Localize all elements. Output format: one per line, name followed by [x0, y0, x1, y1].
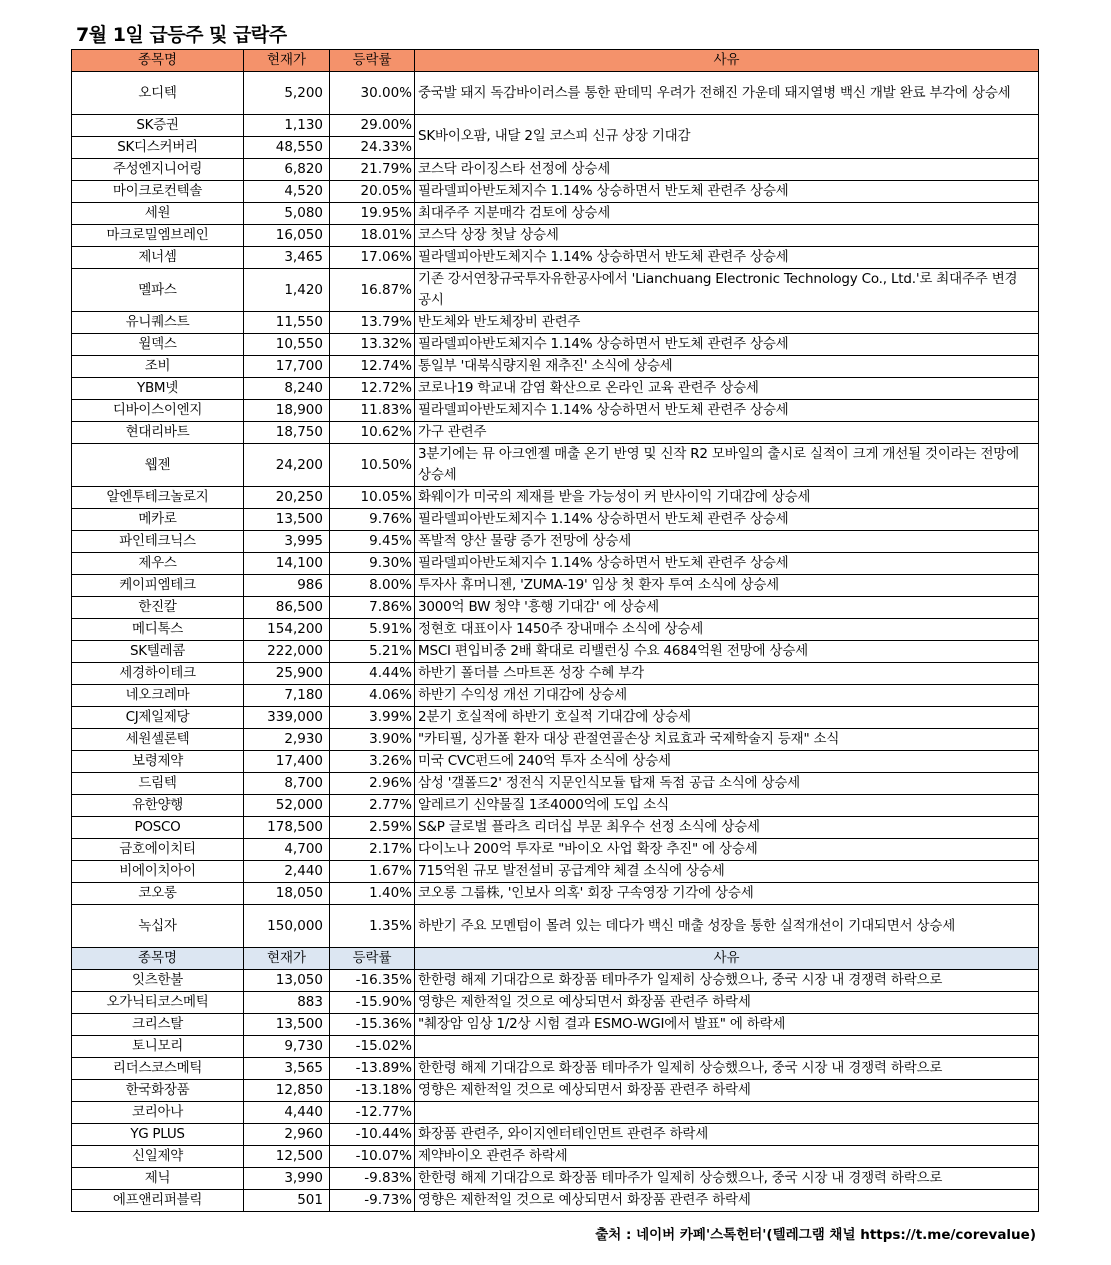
stock-name: 코오롱 — [72, 883, 244, 905]
stock-reason: 필라델피아반도체지수 1.14% 상승하면서 반도체 관련주 상승세 — [415, 334, 1039, 356]
stock-name: 메카로 — [72, 509, 244, 531]
stock-reason: 제약바이오 관련주 하락세 — [415, 1146, 1039, 1168]
gainer-row — [72, 905, 1039, 948]
stock-price: 48,550 — [244, 137, 330, 159]
stock-price: 3,565 — [244, 1058, 330, 1080]
stock-price: 14,100 — [244, 553, 330, 575]
stock-reason: "카티필, 싱가폴 환자 대상 관절연골손상 치료효과 국제학술지 등재" 소식 — [415, 729, 1039, 751]
gainer-row — [72, 181, 1039, 203]
stock-name: 멜파스 — [72, 269, 244, 312]
stock-table — [71, 49, 1039, 1212]
gainer-row — [72, 553, 1039, 575]
gainer-row — [72, 575, 1039, 597]
stock-price: 17,700 — [244, 356, 330, 378]
header-name: 종목명 — [72, 948, 244, 970]
stock-name: 제너셈 — [72, 247, 244, 269]
stock-rate: -13.89% — [330, 1058, 415, 1080]
gainer-row — [72, 641, 1039, 663]
header-rate: 등락률 — [330, 50, 415, 72]
stock-price: 6,820 — [244, 159, 330, 181]
stock-name: 메디톡스 — [72, 619, 244, 641]
stock-name: 리더스코스메틱 — [72, 1058, 244, 1080]
stock-rate: -9.83% — [330, 1168, 415, 1190]
stock-name: 금호에이치티 — [72, 839, 244, 861]
gainer-row — [72, 707, 1039, 729]
source-footer: 출처 : 네이버 카페'스톡헌터'(텔레그램 채널 https://t.me/corevalue) — [595, 1227, 1036, 1243]
gainer-row — [72, 72, 1039, 115]
stock-price: 883 — [244, 992, 330, 1014]
stock-name: 제닉 — [72, 1168, 244, 1190]
stock-rate: -15.02% — [330, 1036, 415, 1058]
stock-rate: -10.07% — [330, 1146, 415, 1168]
loser-row — [72, 1124, 1039, 1146]
stock-name: 디바이스이엔지 — [72, 400, 244, 422]
stock-reason: 한한령 해제 기대감으로 화장품 테마주가 일제히 상승했으나, 중국 시장 내 경쟁력 하락으로 — [415, 970, 1039, 992]
stock-rate: 29.00% — [330, 115, 415, 137]
gainer-row — [72, 597, 1039, 619]
stock-price: 3,990 — [244, 1168, 330, 1190]
gainer-row — [72, 487, 1039, 509]
stock-reason: 한한령 해제 기대감으로 화장품 테마주가 일제히 상승했으나, 중국 시장 내 경쟁력 하락으로 — [415, 1058, 1039, 1080]
stock-rate: 12.72% — [330, 378, 415, 400]
stock-price: 3,995 — [244, 531, 330, 553]
stock-name: SK증권 — [72, 115, 244, 137]
stock-rate: 2.59% — [330, 817, 415, 839]
loser-row — [72, 1014, 1039, 1036]
gainer-row — [72, 356, 1039, 378]
loser-row — [72, 1036, 1039, 1058]
stock-rate: 1.35% — [330, 905, 415, 948]
stock-rate: 9.30% — [330, 553, 415, 575]
stock-price: 9,730 — [244, 1036, 330, 1058]
stock-reason: 3000억 BW 청약 '흥행 기대감' 에 상승세 — [415, 597, 1039, 619]
gainer-row — [72, 509, 1039, 531]
gainer-row — [72, 203, 1039, 225]
stock-price: 2,440 — [244, 861, 330, 883]
stock-name: 윌덱스 — [72, 334, 244, 356]
stock-price: 501 — [244, 1190, 330, 1212]
stock-rate: 2.17% — [330, 839, 415, 861]
gainer-row — [72, 247, 1039, 269]
stock-name: 마이크로컨텍솔 — [72, 181, 244, 203]
stock-name: 녹십자 — [72, 905, 244, 948]
stock-reason: 화장품 관련주, 와이지엔터테인먼트 관련주 하락세 — [415, 1124, 1039, 1146]
stock-name: 유한양행 — [72, 795, 244, 817]
gainer-row — [72, 269, 1039, 312]
stock-price: 16,050 — [244, 225, 330, 247]
stock-name: 주성엔지니어링 — [72, 159, 244, 181]
stock-price: 25,900 — [244, 663, 330, 685]
gainer-row — [72, 312, 1039, 334]
stock-reason: 투자사 휴머니젠, 'ZUMA-19' 임상 첫 환자 투여 소식에 상승세 — [415, 575, 1039, 597]
stock-name: YBM넷 — [72, 378, 244, 400]
stock-rate: 3.26% — [330, 751, 415, 773]
gainer-row — [72, 729, 1039, 751]
stock-reason: MSCI 편입비중 2배 확대로 리밸런싱 수요 4684억원 전망에 상승세 — [415, 641, 1039, 663]
header-rate: 등락률 — [330, 948, 415, 970]
stock-name: 세원 — [72, 203, 244, 225]
stock-price: 13,500 — [244, 1014, 330, 1036]
stock-rate: 10.62% — [330, 422, 415, 444]
stock-name: 마크로밀엠브레인 — [72, 225, 244, 247]
stock-rate: 30.00% — [330, 72, 415, 115]
stock-reason: 가구 관련주 — [415, 422, 1039, 444]
gainer-row — [72, 378, 1039, 400]
stock-price: 339,000 — [244, 707, 330, 729]
stock-rate: 7.86% — [330, 597, 415, 619]
stock-reason: 필라델피아반도체지수 1.14% 상승하면서 반도체 관련주 상승세 — [415, 400, 1039, 422]
stock-name: 토니모리 — [72, 1036, 244, 1058]
stock-rate: 3.99% — [330, 707, 415, 729]
stock-price: 10,550 — [244, 334, 330, 356]
stock-price: 7,180 — [244, 685, 330, 707]
header-reason: 사유 — [415, 948, 1039, 970]
gainer-row — [72, 531, 1039, 553]
stock-rate: 3.90% — [330, 729, 415, 751]
stock-rate: 13.32% — [330, 334, 415, 356]
stock-name: 제우스 — [72, 553, 244, 575]
gainer-row — [72, 334, 1039, 356]
stock-reason: 폭발적 양산 물량 증가 전망에 상승세 — [415, 531, 1039, 553]
loser-row — [72, 1058, 1039, 1080]
stock-rate: 21.79% — [330, 159, 415, 181]
stock-rate: 1.40% — [330, 883, 415, 905]
stock-name: 크리스탈 — [72, 1014, 244, 1036]
stock-rate: 9.45% — [330, 531, 415, 553]
stock-reason: 다이노나 200억 투자로 "바이오 사업 확장 추진" 에 상승세 — [415, 839, 1039, 861]
stock-name: 파인테크닉스 — [72, 531, 244, 553]
gainers-header-row — [72, 50, 1039, 72]
stock-reason: 미국 CVC펀드에 240억 투자 소식에 상승세 — [415, 751, 1039, 773]
header-name: 종목명 — [72, 50, 244, 72]
stock-reason: 필라델피아반도체지수 1.14% 상승하면서 반도체 관련주 상승세 — [415, 247, 1039, 269]
stock-price: 18,900 — [244, 400, 330, 422]
stock-reason: 최대주주 지분매각 검토에 상승세 — [415, 203, 1039, 225]
gainer-row — [72, 225, 1039, 247]
gainer-row — [72, 663, 1039, 685]
header-reason: 사유 — [415, 50, 1039, 72]
stock-reason: 필라델피아반도체지수 1.14% 상승하면서 반도체 관련주 상승세 — [415, 553, 1039, 575]
stock-price: 8,240 — [244, 378, 330, 400]
gainer-row — [72, 795, 1039, 817]
stock-price: 222,000 — [244, 641, 330, 663]
stock-reason: 알레르기 신약물질 1조4000억에 도입 소식 — [415, 795, 1039, 817]
stock-reason: 필라델피아반도체지수 1.14% 상승하면서 반도체 관련주 상승세 — [415, 509, 1039, 531]
stock-reason: 영향은 제한적일 것으로 예상되면서 화장품 관련주 하락세 — [415, 1190, 1039, 1212]
stock-reason: 필라델피아반도체지수 1.14% 상승하면서 반도체 관련주 상승세 — [415, 181, 1039, 203]
stock-price: 2,960 — [244, 1124, 330, 1146]
stock-price: 8,700 — [244, 773, 330, 795]
stock-reason: 코로나19 학교내 감염 확산으로 온라인 교육 관련주 상승세 — [415, 378, 1039, 400]
stock-reason: 삼성 '갤폴드2' 정전식 지문인식모듈 탑재 독점 공급 소식에 상승세 — [415, 773, 1039, 795]
gainer-row — [72, 861, 1039, 883]
stock-rate: 5.91% — [330, 619, 415, 641]
losers-header-row — [72, 948, 1039, 970]
gainer-row — [72, 751, 1039, 773]
stock-price: 24,200 — [244, 444, 330, 487]
stock-price: 52,000 — [244, 795, 330, 817]
stock-rate: 4.44% — [330, 663, 415, 685]
stock-name: 한진칼 — [72, 597, 244, 619]
stock-rate: 2.96% — [330, 773, 415, 795]
stock-price: 20,250 — [244, 487, 330, 509]
gainer-row — [72, 422, 1039, 444]
stock-table-body — [72, 72, 1039, 1212]
stock-name: 현대리바트 — [72, 422, 244, 444]
stock-reason — [415, 1102, 1039, 1124]
stock-reason: 화웨이가 미국의 제재를 받을 가능성이 커 반사이익 기대감에 상승세 — [415, 487, 1039, 509]
stock-rate: 8.00% — [330, 575, 415, 597]
stock-rate: -12.77% — [330, 1102, 415, 1124]
stock-rate: -13.18% — [330, 1080, 415, 1102]
stock-rate: 5.21% — [330, 641, 415, 663]
stock-reason: 정현호 대표이사 1450주 장내매수 소식에 상승세 — [415, 619, 1039, 641]
stock-reason: 한한령 해제 기대감으로 화장품 테마주가 일제히 상승했으나, 중국 시장 내 경쟁력 하락으로 — [415, 1168, 1039, 1190]
stock-name: 드림텍 — [72, 773, 244, 795]
stock-price: 13,050 — [244, 970, 330, 992]
stock-name: 유니퀘스트 — [72, 312, 244, 334]
gainer-row — [72, 773, 1039, 795]
stock-name: 네오크레마 — [72, 685, 244, 707]
stock-price: 4,520 — [244, 181, 330, 203]
stock-reason: 코오롱 그룹株, '인보사 의혹' 회장 구속영장 기각에 상승세 — [415, 883, 1039, 905]
stock-reason: S&P 글로벌 플라츠 리더십 부문 최우수 선정 소식에 상승세 — [415, 817, 1039, 839]
stock-price: 1,420 — [244, 269, 330, 312]
stock-name: 에프앤리퍼블릭 — [72, 1190, 244, 1212]
gainer-row — [72, 817, 1039, 839]
stock-name: 신일제약 — [72, 1146, 244, 1168]
loser-row — [72, 1168, 1039, 1190]
stock-price: 12,500 — [244, 1146, 330, 1168]
stock-rate: 1.67% — [330, 861, 415, 883]
stock-name: 오디텍 — [72, 72, 244, 115]
stock-reason — [415, 1036, 1039, 1058]
stock-price: 5,080 — [244, 203, 330, 225]
stock-rate: 12.74% — [330, 356, 415, 378]
stock-price: 4,440 — [244, 1102, 330, 1124]
gainer-row — [72, 619, 1039, 641]
stock-reason: 2분기 호실적에 하반기 호실적 기대감에 상승세 — [415, 707, 1039, 729]
loser-row — [72, 992, 1039, 1014]
stock-rate: 2.77% — [330, 795, 415, 817]
stock-name: 케이피엠테크 — [72, 575, 244, 597]
gainer-row — [72, 400, 1039, 422]
stock-rate: -15.36% — [330, 1014, 415, 1036]
stock-price: 86,500 — [244, 597, 330, 619]
stock-reason: SK바이오팜, 내달 2일 코스피 신규 상장 기대감 — [415, 115, 1039, 159]
stock-name: SK텔레콤 — [72, 641, 244, 663]
stock-rate: 19.95% — [330, 203, 415, 225]
stock-price: 17,400 — [244, 751, 330, 773]
stock-name: 조비 — [72, 356, 244, 378]
stock-price: 178,500 — [244, 817, 330, 839]
stock-reason: 하반기 주요 모멘텀이 몰려 있는 데다가 백신 매출 성장을 통한 실적개선이 기대되면서 상승세 — [415, 905, 1039, 948]
stock-price: 18,050 — [244, 883, 330, 905]
stock-price: 3,465 — [244, 247, 330, 269]
stock-rate: 20.05% — [330, 181, 415, 203]
stock-reason: 715억원 규모 발전설비 공급계약 체결 소식에 상승세 — [415, 861, 1039, 883]
stock-name: 세경하이테크 — [72, 663, 244, 685]
stock-rate: -9.73% — [330, 1190, 415, 1212]
stock-reason: 하반기 수익성 개선 기대감에 상승세 — [415, 685, 1039, 707]
stock-name: 코리아나 — [72, 1102, 244, 1124]
stock-name: POSCO — [72, 817, 244, 839]
stock-table-container — [71, 49, 1038, 1212]
stock-price: 11,550 — [244, 312, 330, 334]
stock-name: 알엔투테크놀로지 — [72, 487, 244, 509]
stock-price: 154,200 — [244, 619, 330, 641]
stock-price: 1,130 — [244, 115, 330, 137]
gainer-row — [72, 685, 1039, 707]
stock-reason: 반도체와 반도체장비 관련주 — [415, 312, 1039, 334]
stock-name: 세원셀론텍 — [72, 729, 244, 751]
stock-rate: 10.50% — [330, 444, 415, 487]
header-price: 현재가 — [244, 948, 330, 970]
stock-rate: 9.76% — [330, 509, 415, 531]
stock-name: 한국화장품 — [72, 1080, 244, 1102]
loser-row — [72, 1080, 1039, 1102]
stock-price: 12,850 — [244, 1080, 330, 1102]
gainer-row — [72, 883, 1039, 905]
gainer-row — [72, 839, 1039, 861]
stock-rate: 18.01% — [330, 225, 415, 247]
stock-rate: 10.05% — [330, 487, 415, 509]
stock-rate: 11.83% — [330, 400, 415, 422]
loser-row — [72, 1190, 1039, 1212]
stock-name: SK디스커버리 — [72, 137, 244, 159]
page-title: 7월 1일 급등주 및 급락주 — [76, 24, 287, 46]
stock-price: 13,500 — [244, 509, 330, 531]
stock-reason: 통일부 '대북식량지원 재추진' 소식에 상승세 — [415, 356, 1039, 378]
stock-price: 150,000 — [244, 905, 330, 948]
stock-name: CJ제일제당 — [72, 707, 244, 729]
stock-rate: -16.35% — [330, 970, 415, 992]
gainer-row — [72, 444, 1039, 487]
stock-reason: "췌장암 임상 1/2상 시험 결과 ESMO-WGI에서 발표" 에 하락세 — [415, 1014, 1039, 1036]
stock-reason: 하반기 폴더블 스마트폰 성장 수혜 부각 — [415, 663, 1039, 685]
stock-reason: 영향은 제한적일 것으로 예상되면서 화장품 관련주 하락세 — [415, 992, 1039, 1014]
stock-reason: 중국발 돼지 독감바이러스를 통한 판데믹 우려가 전해진 가운데 돼지열병 백신 개발 완료 부각에 상승세 — [415, 72, 1039, 115]
stock-price: 5,200 — [244, 72, 330, 115]
stock-rate: 16.87% — [330, 269, 415, 312]
stock-price: 986 — [244, 575, 330, 597]
stock-reason: 코스닥 상장 첫날 상승세 — [415, 225, 1039, 247]
stock-price: 2,930 — [244, 729, 330, 751]
stock-name: 오가닉티코스메틱 — [72, 992, 244, 1014]
stock-rate: 24.33% — [330, 137, 415, 159]
stock-name: YG PLUS — [72, 1124, 244, 1146]
stock-price: 4,700 — [244, 839, 330, 861]
stock-name: 보령제약 — [72, 751, 244, 773]
stock-reason: 코스닥 라이징스타 선정에 상승세 — [415, 159, 1039, 181]
header-price: 현재가 — [244, 50, 330, 72]
loser-row — [72, 1146, 1039, 1168]
stock-reason: 영향은 제한적일 것으로 예상되면서 화장품 관련주 하락세 — [415, 1080, 1039, 1102]
stock-rate: 4.06% — [330, 685, 415, 707]
loser-row — [72, 970, 1039, 992]
stock-rate: 17.06% — [330, 247, 415, 269]
gainer-row — [72, 159, 1039, 181]
stock-price: 18,750 — [244, 422, 330, 444]
loser-row — [72, 1102, 1039, 1124]
stock-reason: 3분기에는 뮤 아크엔젤 매출 온기 반영 및 신작 R2 모바일의 출시로 실적이 크게 개선될 것이라는 전망에 상승세 — [415, 444, 1039, 487]
stock-name: 비에이치아이 — [72, 861, 244, 883]
stock-name: 웹젠 — [72, 444, 244, 487]
stock-rate: -10.44% — [330, 1124, 415, 1146]
gainer-row — [72, 115, 1039, 137]
stock-name: 잇츠한불 — [72, 970, 244, 992]
stock-reason: 기존 강서연창규국투자유한공사에서 'Lianchuang Electronic Technology Co., Ltd.'로 최대주주 변경 공시 — [415, 269, 1039, 312]
stock-rate: 13.79% — [330, 312, 415, 334]
stock-rate: -15.90% — [330, 992, 415, 1014]
